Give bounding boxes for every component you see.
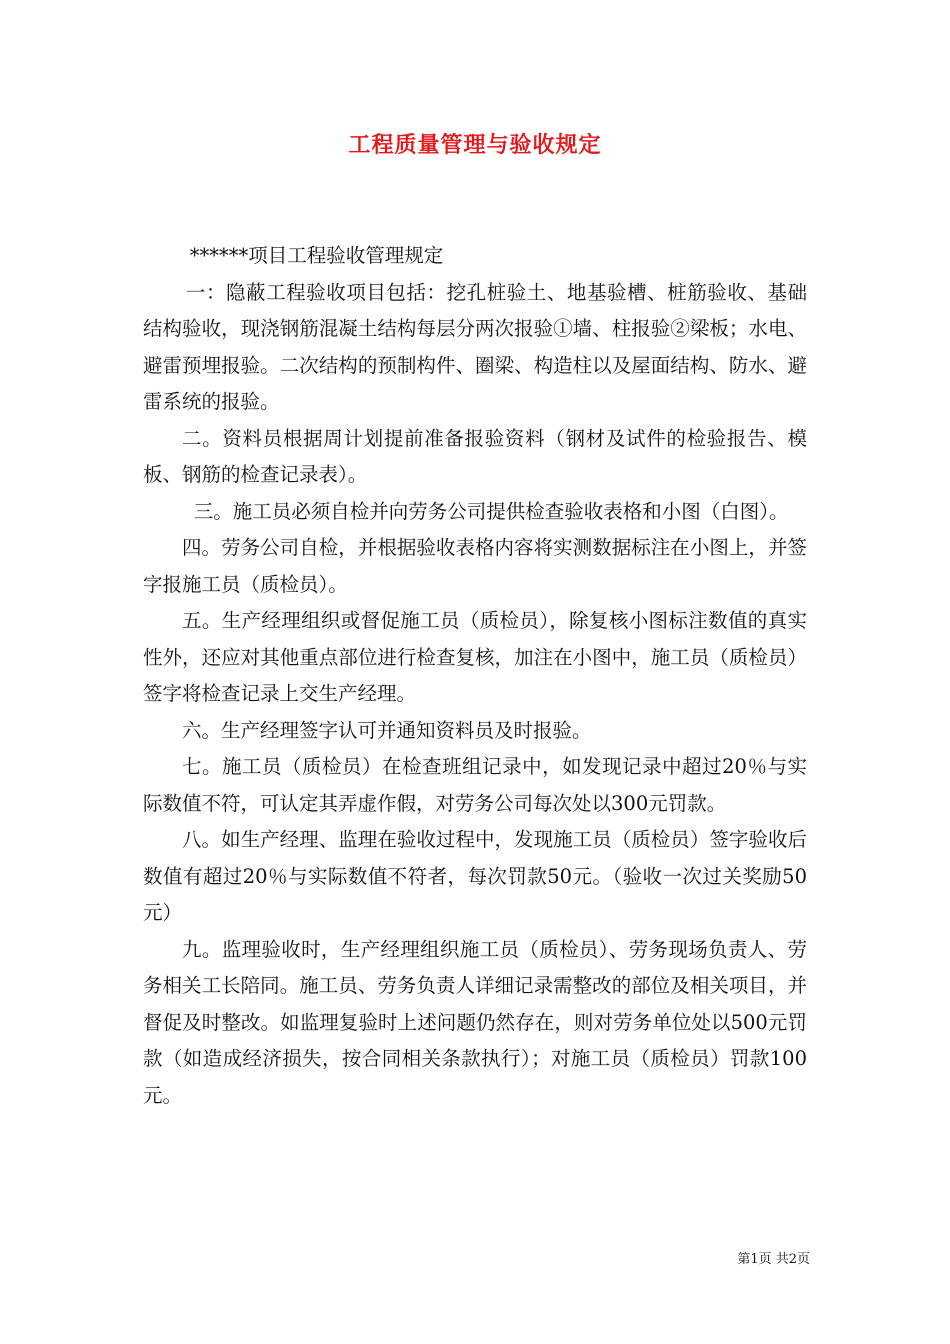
paragraph-8: 八。如生产经理、监理在验收过程中，发现施工员（质检员）签字验收后数值有超过20％与实际数值不符者，每次罚款50元。（验收一次过关奖励50元） [143,828,807,924]
paragraph-1: 一：隐蔽工程验收项目包括：挖孔桩验土、地基验槽、桩筋验收、基础结构验收，现浇钢筋混凝土结构每层分两次报验①墙、柱报验②梁板；水电、避雷预埋报验。二次结构的预制构件、圈梁、构造柱以及屋面结构、防水、避雷系统的报验。 [143,280,807,413]
paragraph-9: 九。监理验收时，生产经理组织施工员（质检员）、劳务现场负责人、劳务相关工长陪同。施工员、劳务负责人详细记录需整改的部位及相关项目，并督促及时整改。如监理复验时上述问题仍然存在，则对劳务单位处以500元罚款（如造成经济损失，按合同相关条款执行）；对施工员（质检员）罚款100元。 [143,937,807,1107]
paragraph-3: 三。施工员必须自检并向劳务公司提供检查验收表格和小图（白图）。 [193,499,789,523]
section-heading: ******项目工程验收管理规定 [189,244,444,267]
paragraph-5: 五。生产经理组织或督促施工员（质检员），除复核小图标注数值的真实性外，还应对其他重点部位进行检查复核，加注在小图中，施工员（质检员）签字将检查记录上交生产经理。 [143,609,807,705]
document-body [143,238,807,1114]
document-title: 工程质量管理与验收规定 [348,132,602,158]
paragraph-6: 六。生产经理签字认可并通知资料员及时报验。 [182,718,592,742]
paragraph-4: 四。劳务公司自检，并根据验收表格内容将实测数据标注在小图上，并签字报施工员（质检员）。 [143,536,807,596]
paragraph-7: 七。施工员（质检员）在检查班组记录中，如发现记录中超过20％与实际数值不符，可认定其弄虚作假，对劳务公司每次处以300元罚款。 [143,755,807,815]
page-number: 第1页 共2页 [737,1252,810,1267]
paragraph-2: 二。资料员根据周计划提前准备报验资料（钢材及试件的检验报告、模板、钢筋的检查记录表）。 [143,426,807,486]
